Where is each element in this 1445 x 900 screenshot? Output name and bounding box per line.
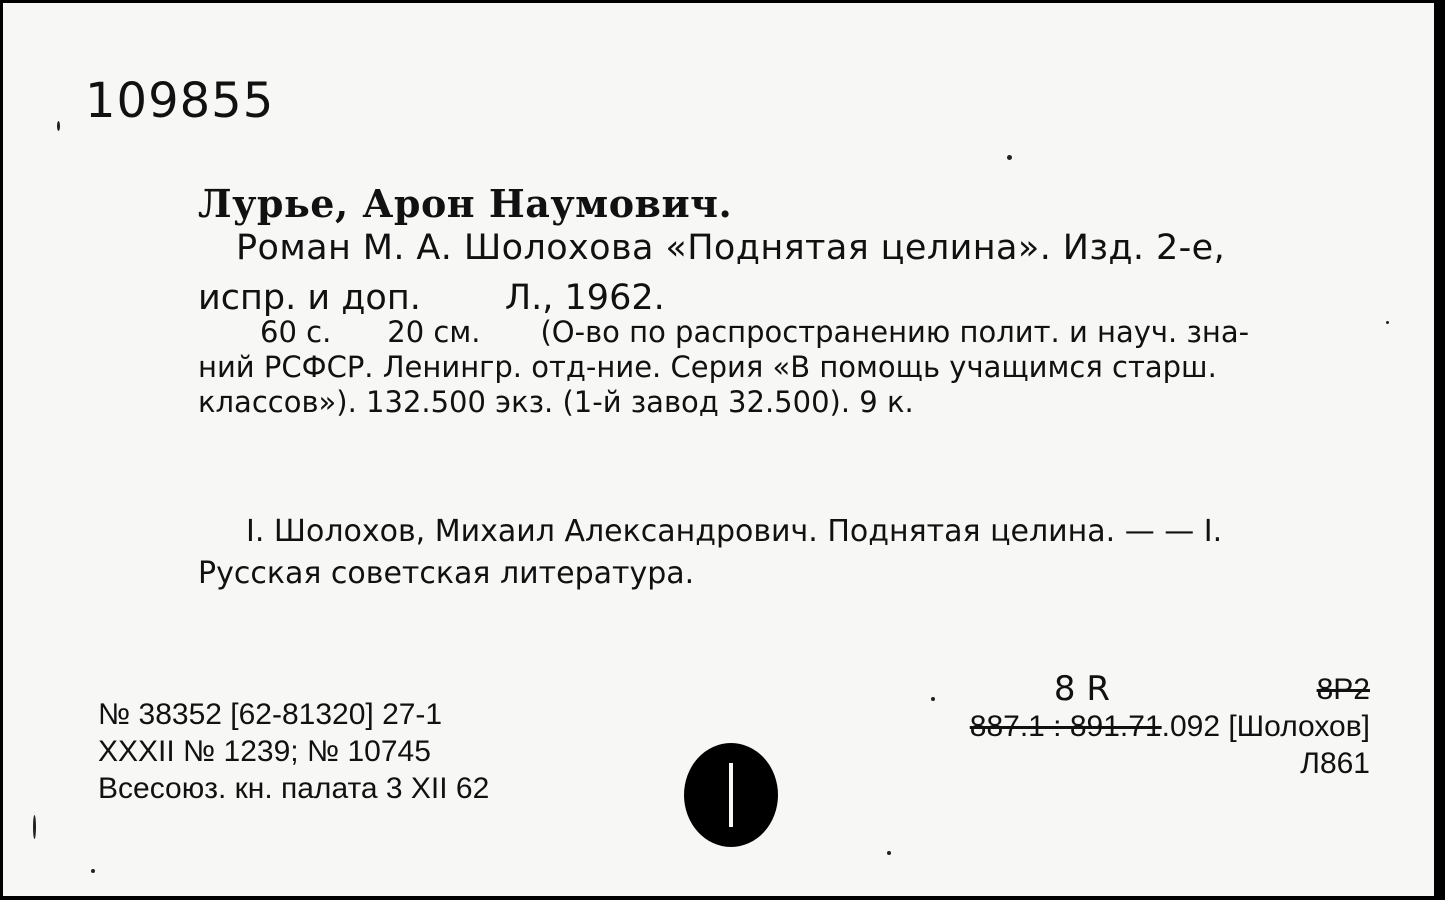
ink-speck [1007,155,1012,160]
ink-speck [1386,321,1389,324]
title-line: Роман М. А. Шолохова «Поднятая целина». Изд. 2-е, [236,228,1226,268]
shelf-mark: 8 R [1053,669,1110,709]
desc-line: ний РСФСР. Ленингр. отд-ние. Серия «В помощь учащимся старш. [198,350,1217,384]
catalog-card [3,3,1434,896]
classification-block [870,671,1370,782]
ink-speck [91,869,95,873]
cutter-mark: Л861 [1300,747,1370,780]
cutter-row [870,745,1370,782]
desc-line: классов»). 132.500 экз. (1-й завод 32.500). 9 к. [198,385,914,419]
dimensions: 20 см. [387,315,481,349]
subject-headings [198,511,1373,595]
physical-description [198,315,1373,420]
ink-speck [33,815,36,839]
card-punch-hole [684,743,778,847]
registration-number: № 38352 [62-81320] 27-1 [98,698,443,731]
title-block [198,223,1373,323]
author-heading: Лурье, Арон Наумович. [198,181,733,226]
ink-speck [887,851,891,855]
page-count: 60 с. [260,315,332,349]
hole-slit [729,763,733,827]
registration-ref: XXXII № 1239; № 10745 [98,735,431,768]
registration-block [98,696,489,807]
handwritten-inventory-number: 109855 [85,73,275,129]
desc-line [198,315,1373,350]
udc-row [870,708,1370,745]
subject-line: Русская советская литература. [198,556,695,591]
old-class-code: 8Р2 [1316,673,1370,706]
edition-statement: испр. и доп. [198,278,421,318]
old-udc-code: 887.1 : 891.71 [969,710,1162,743]
udc-code: .092 [Шолохов] [1161,710,1370,743]
chamber-stamp: Всесоюз. кн. палата 3 XII 62 [98,772,490,805]
imprint: Л., 1962. [504,278,665,318]
old-class-row [870,671,1370,708]
ink-speck [931,697,935,701]
ink-speck [57,121,60,131]
subject-line: I. Шолохов, Михаил Александрович. Поднятая целина. — — I. [246,514,1223,549]
publisher-note: (О-во по распространению полит. и науч. зна- [540,315,1250,349]
